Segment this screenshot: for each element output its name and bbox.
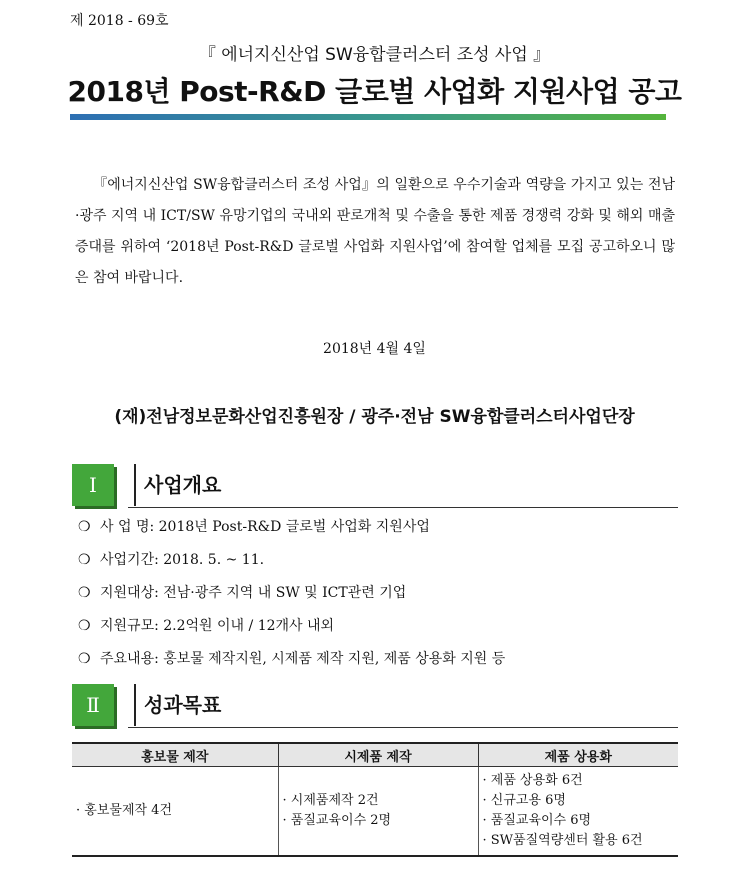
list-item <box>78 581 505 614</box>
cell-item: · 홍보물제작 4건 <box>76 803 173 818</box>
cell-item: · SW품질역량센터 활용 6건 <box>482 833 643 848</box>
column-header: 제품 상용화 <box>478 743 678 767</box>
issuing-organization: (재)전남정보문화산업진흥원장 / 광주·전남 SW융합클러스터사업단장 <box>114 407 635 427</box>
list-item-text: 사업기간: 2018. 5. ~ 11. <box>100 552 265 568</box>
table-cell <box>478 767 678 857</box>
title-underline-bar <box>70 114 666 120</box>
section-number-badge: Ⅰ <box>72 464 114 506</box>
table-cell <box>72 767 278 857</box>
intro-paragraph: 『에너지신산업 SW융합클러스터 조성 사업』의 일환으로 우수기술과 역량을 가지고 있는 전남·광주 지역 내 ICT/SW 유망기업의 국내외 판로개척 및 수출을 통한 제품 경쟁력 강화 및 해외 매출증대를 위하여 ‘2018년 Post-R&D 글로벌 사업화 지원사업’에 참여할 업체를 모집 공고하오니 많은 참여 바랍니다. <box>75 177 675 286</box>
list-item-text: 지원대상: 전남·광주 지역 내 SW 및 ICT관련 기업 <box>100 585 407 601</box>
document-number: 제 2018 - 69호 <box>70 13 169 29</box>
column-header: 시제품 제작 <box>278 743 478 767</box>
section-header-overview <box>72 464 678 508</box>
bullet-circle-icon: ❍ <box>78 552 91 568</box>
cell-item: · 제품 상용화 6건 <box>482 773 583 788</box>
cell-item: · 신규고용 6명 <box>482 793 566 808</box>
project-subtitle: 『 에너지신산업 SW융합클러스터 조성 사업 』 <box>198 45 551 65</box>
list-item-text: 사 업 명: 2018년 Post-R&D 글로벌 사업화 지원사업 <box>100 519 430 535</box>
page-title: 2018년 Post-R&D 글로벌 사업화 지원사업 공고 <box>67 75 682 108</box>
cell-item: · 품질교육이수 6명 <box>482 813 592 828</box>
section-divider <box>128 727 678 728</box>
section-number-badge: Ⅱ <box>72 684 114 726</box>
table-header-row <box>72 743 678 767</box>
overview-list <box>78 515 505 680</box>
table-cell <box>278 767 478 857</box>
announcement-date: 2018년 4월 4일 <box>323 341 426 357</box>
list-item <box>78 647 505 680</box>
section-title: 성과목표 <box>134 684 221 726</box>
bullet-circle-icon: ❍ <box>78 519 91 535</box>
cell-item: · 시제품제작 2건 <box>282 793 379 808</box>
list-item <box>78 548 505 581</box>
table-row <box>72 767 678 857</box>
section-title: 사업개요 <box>134 464 221 506</box>
section-header-goals <box>72 684 678 728</box>
cell-item: · 품질교육이수 2명 <box>282 813 392 828</box>
bullet-circle-icon: ❍ <box>78 585 91 601</box>
list-item <box>78 515 505 548</box>
list-item-text: 주요내용: 홍보물 제작지원, 시제품 제작 지원, 제품 상용화 지원 등 <box>100 651 506 667</box>
column-header: 홍보물 제작 <box>72 743 278 767</box>
list-item <box>78 614 505 647</box>
list-item-text: 지원규모: 2.2억원 이내 / 12개사 내외 <box>100 618 335 634</box>
bullet-circle-icon: ❍ <box>78 651 91 667</box>
goals-table <box>72 742 678 857</box>
section-divider <box>128 507 678 508</box>
bullet-circle-icon: ❍ <box>78 618 91 634</box>
